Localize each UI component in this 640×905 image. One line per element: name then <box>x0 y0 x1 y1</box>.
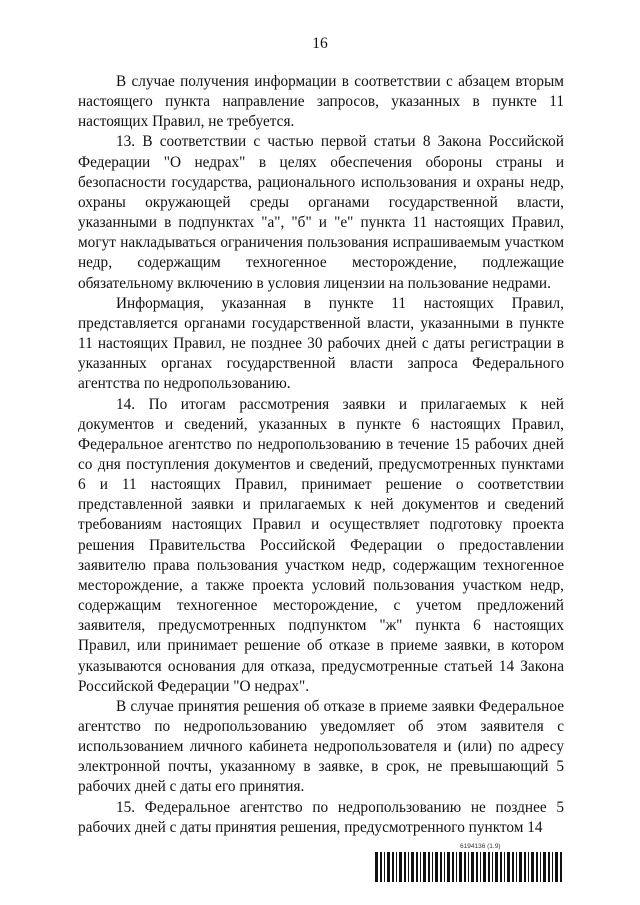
page-number: 16 <box>312 35 328 52</box>
document-code: 6194136 (1.9) <box>460 843 501 850</box>
paragraph: В случае принятия решения об отказе в приеме заявки Федеральное агентство по недропользованию уведомляет об этом заявителя с использованием личного кабинета недропользователя и (или) по адресу электронной почты, указанному в заявке, в срок, не превышающий 5 рабочих дней с даты его принятия. <box>78 697 564 796</box>
paragraph: 14. По итогам рассмотрения заявки и прилагаемых к ней документов и сведений, указанных в пункте 6 настоящих Правил, Федеральное агентство по недропользованию в течение 15 рабочих дней со дня поступления документов и сведений, предусмотренных пунктами 6 и 11 настоящих Правил, принимает решение о соответствии представленной заявки и прилагаемых к ней документов и сведений требованиям настоящих Правил и осуществляет подготовку проекта решения Правительства Российской Федерации о предоставлении заявителю права пользования участком недр, содержащим техногенное месторождение, а также проекта условий пользования участком недр, содержащим техногенное месторождение, с учетом предложений заявителя, предусмотренных подпунктом "ж" пункта 6 настоящих Правил, или принимает решение об отказе в приеме заявки, в котором указываются основания для отказа, предусмотренные статьей 14 Закона Российской Федерации "О недрах". <box>78 395 564 695</box>
barcode-icon <box>375 852 565 882</box>
paragraph: В случае получения информации в соответствии с абзацем вторым настоящего пункта направление запросов, указанных в пункте 11 настоящих Правил, не требуется. <box>78 73 564 131</box>
document-body <box>78 72 564 838</box>
paragraph: 15. Федеральное агентство по недропользованию не позднее 5 рабочих дней с даты принятия решения, предусмотренного пунктом 14 <box>78 798 564 836</box>
paragraph: Информация, указанная в пункте 11 настоящих Правил, представляется органами государственной власти, указанными в пункте 11 настоящих Правил, не позднее 30 рабочих дней с даты регистрации в указанных органах государственной власти запроса Федерального агентства по недропользованию. <box>78 294 564 393</box>
paragraph: 13. В соответствии с частью первой статьи 8 Закона Российской Федерации "О недрах" в целях обеспечения обороны страны и безопасности государства, рационального использования и охраны недр, охраны окружающей среды органами государственной власти, указанными в подпунктах "а", "б" и "е" пункта 11 настоящих Правил, могут накладываться ограничения пользования испрашиваемым участком недр, содержащим техногенное месторождение, подлежащие обязательному включению в условия лицензии на пользование недрами. <box>78 133 564 292</box>
